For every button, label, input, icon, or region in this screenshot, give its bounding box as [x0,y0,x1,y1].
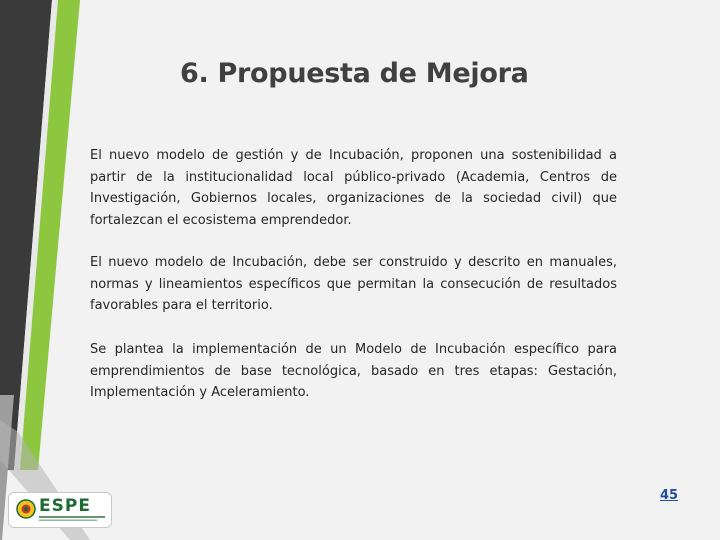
logo-wordmark: ESPE [39,496,91,516]
espe-logo [8,492,112,528]
slide-title: 6. Propuesta de Mejora [180,58,529,89]
page-number-link[interactable]: 45 [660,488,679,503]
paragraph-2: El nuevo modelo de Incubación, debe ser construido y descrito en manuales, normas y lineamientos específicos que permitan la consecución de resultados favorables para el territorio. [90,255,617,314]
paragraph-3: Se plantea la implementación de un Modelo de Incubación específico para emprendimientos de base tecnológica, basado en tres etapas: Gestación, Implementación y Aceleramiento. [90,342,617,401]
logo-subtitle [39,516,105,522]
paragraph-1: El nuevo modelo de gestión y de Incubación, proponen una sostenibilidad a partir de la institucionalidad local público-privado (Academia, Centros de Investigación, Gobiernos locales, organizaciones de la sociedad civil) que fortalezcan el ecosistema emprendedor. [90,148,617,228]
university-seal-icon [16,499,36,519]
